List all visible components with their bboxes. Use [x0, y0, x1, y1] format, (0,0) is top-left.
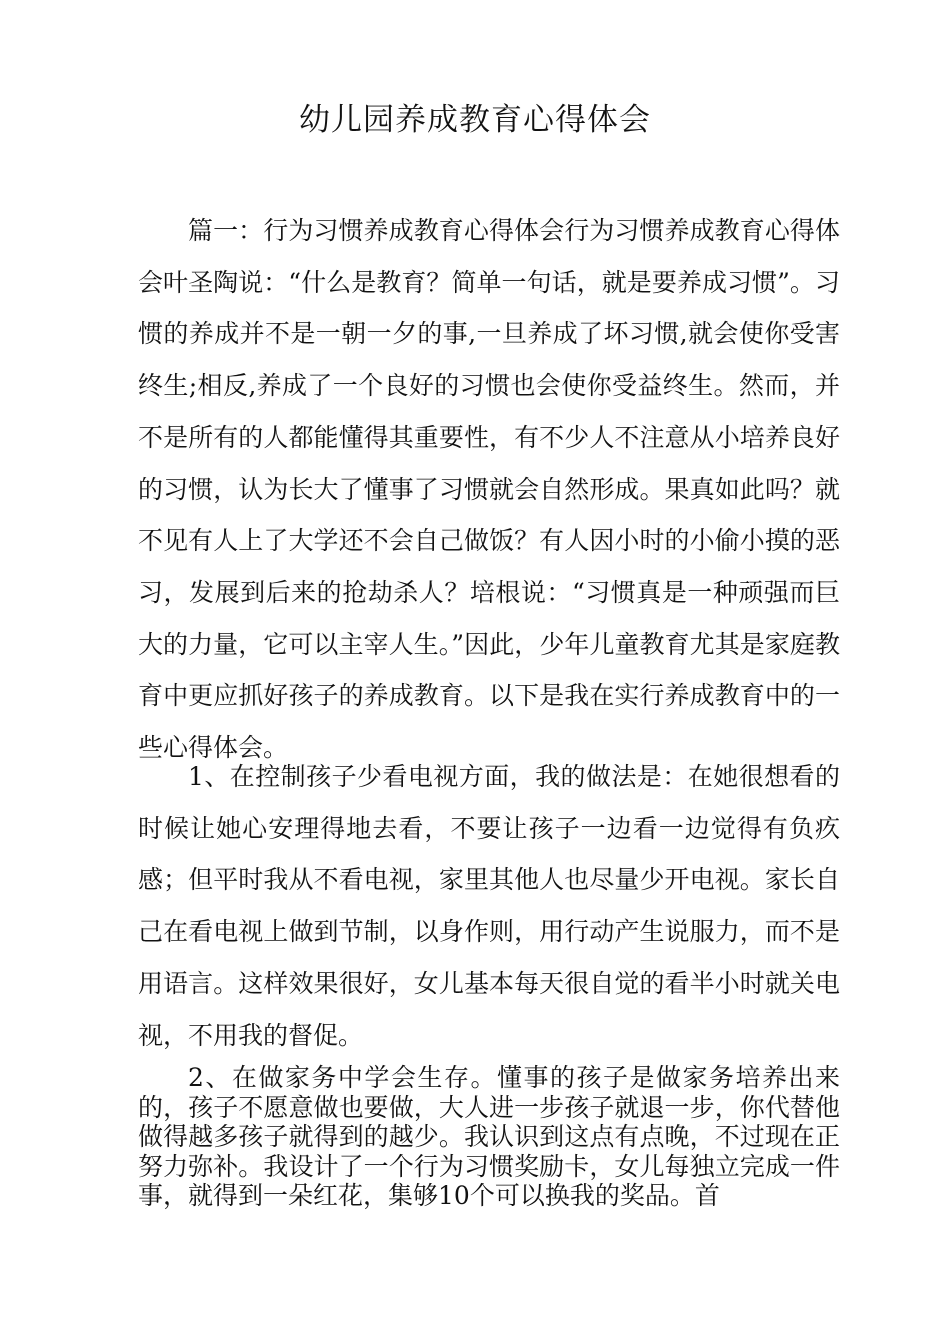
paragraph-housework: 2、在做家务中学会生存。懂事的孩子是做家务培养出来的，孩子不愿意做也要做，大人进一步孩子就退一步，你代替他做得越多孩子就得到的越少。我认识到这点有点晚，不过现在正努力弥补。我设计了一个行为习惯奖励卡，女儿每独立完成一件事，就得到一朵红花，集够10个可以换我的奖品。首	[138, 1063, 840, 1210]
document-title: 幼儿园养成教育心得体会	[299, 102, 651, 138]
paragraph-tv: 1、在控制孩子少看电视方面，我的做法是：在她很想看的时候让她心安理得地去看，不要让孩子一边看一边觉得有负疚感；但平时我从不看电视，家里其他人也尽量少开电视。家长自己在看电视上做到节制，以身作则，用行动产生说服力，而不是用语言。这样效果很好，女儿基本每天很自觉的看半小时就关电视，不用我的督促。	[138, 762, 840, 1050]
paragraph-intro: 篇一：行为习惯养成教育心得体会行为习惯养成教育心得体会叶圣陶说：“什么是教育？简单一句话，就是要养成习惯”。习惯的养成并不是一朝一夕的事,一旦养成了坏习惯,就会使你受害终生;相反,养成了一个良好的习惯也会使你受益终生。然而，并不是所有的人都能懂得其重要性，有不少人不注意从小培养良好的习惯，认为长大了懂事了习惯就会自然形成。果真如此吗？就不见有人上了大学还不会自己做饭？有人因小时的小偷小摸的恶习，发展到后来的抢劫杀人？培根说：“习惯真是一种顽强而巨大的力量，它可以主宰人生。”因此，少年儿童教育尤其是家庭教育中更应抓好孩子的养成教育。以下是我在实行养成教育中的一些心得体会。	[138, 216, 840, 763]
